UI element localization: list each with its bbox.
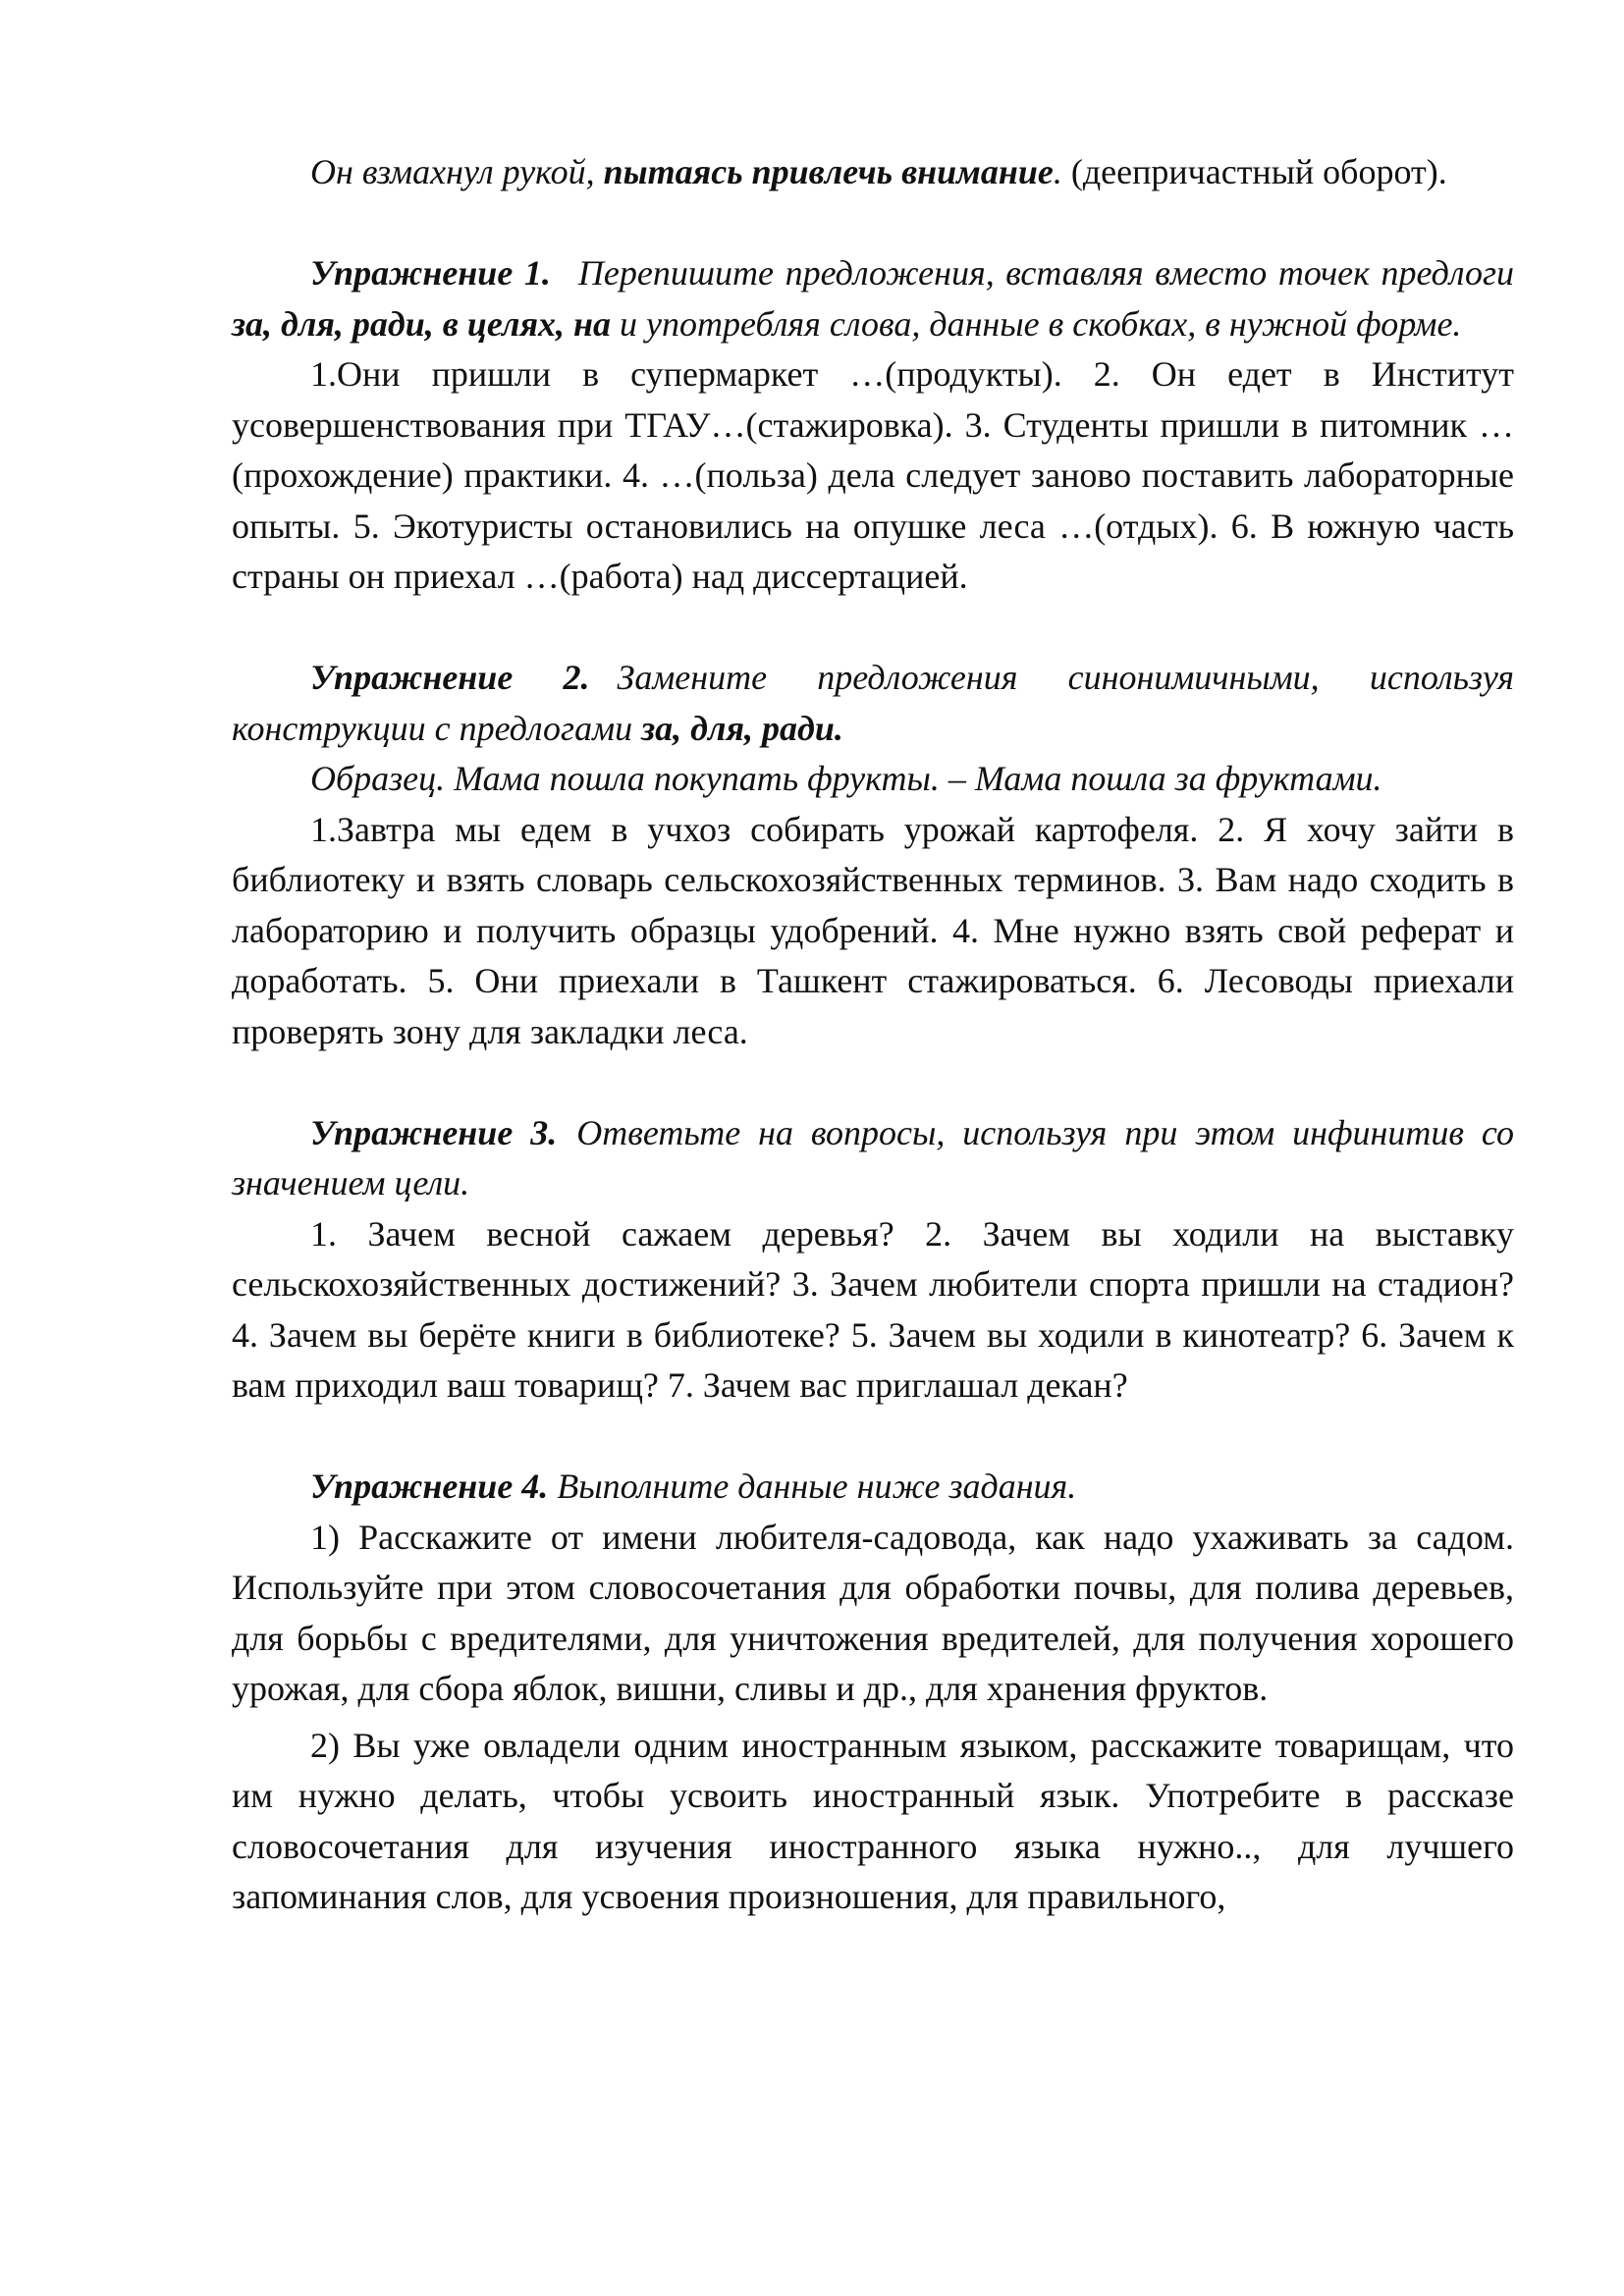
document-page — [232, 147, 1514, 1923]
exercise-2-instruction: Замените предложения синонимичными, используя конструкции с предлогами — [232, 658, 1515, 748]
exercise-1-prepositions: за, для, ради, в целях, на — [232, 303, 611, 344]
exercise-1-title: Упражнение 1. — [310, 253, 551, 293]
exercise-3-body: 1. Зачем весной сажаем деревья? 2. Зачем вы ходили на выставку сельскохозяйственных достижений? 3. Зачем любители спорта пришли на стадион? 4. Зачем вы берёте книги в библиотеке? 5. Зачем вы ходили в кинотеатр? 6. Зачем к вам приходил ваш товарищ? 7. Зачем вас приглашал декан? — [232, 1213, 1514, 1405]
intro-bold-phrase: пытаясь привлечь внимание — [603, 152, 1054, 191]
exercise-2-sample: Образец. Мама пошла покупать фрукты. – Мама пошла за фруктами. — [310, 759, 1382, 798]
exercise-3-title: Упражнение 3. — [310, 1112, 558, 1152]
exercise-1-instruction: Перепишите предложения, вставляя вместо точек предлоги — [577, 253, 1515, 293]
exercise-4-instruction: Выполните данные ниже задания. — [557, 1467, 1077, 1506]
intro-period: . — [1053, 152, 1062, 191]
exercise-3-instruction: Ответьте на вопросы, используя при этом инфинитив со значением цели. — [232, 1112, 1514, 1202]
spacer — [232, 1057, 1514, 1108]
exercise-2-title: Упражнение 2. — [310, 658, 590, 697]
exercise-1-body: 1.Они пришли в супермаркет …(продукты). 2. Он едет в Институт усовершенствования при ТГАУ…(стажировка). 3. Студенты пришли в питомник …(прохождение) практики. 4. …(польза) дела следует заново поставить лабораторные опыты. 5. Экотуристы остановились на опушке леса …(отдых). 6. В южную часть страны он приехал …(работа) над диссертацией. — [232, 354, 1514, 596]
exercise-2-heading — [232, 653, 1514, 754]
intro-note: (деепричастный оборот). — [1061, 152, 1447, 191]
exercise-1-instruction-end: и употребляя слова, данные в скобках, в нужной форме. — [611, 303, 1462, 344]
spacer — [232, 1412, 1514, 1463]
exercise-4-heading — [232, 1462, 1514, 1513]
exercise-4-title: Упражнение 4. — [310, 1467, 549, 1506]
spacer — [232, 198, 1514, 249]
exercise-2-body: 1.Завтра мы едем в учхоз собирать урожай картофеля. 2. Я хочу зайти в библиотеку и взять словарь сельскохозяйственных терминов. 3. Вам надо сходить в лабораторию и получить образцы удобрений. 4. Мне нужно взять свой реферат и доработать. 5. Они приехали в Ташкент стажироваться. 6. Лесоводы приехали проверять зону для закладки леса. — [232, 809, 1514, 1051]
exercise-1-heading — [232, 248, 1514, 349]
intro-paragraph — [232, 147, 1514, 198]
exercise-4-task-2: 2) Вы уже овладели одним иностранным языком, расскажите товарищам, что им нужно делать, чтобы усвоить иностранный язык. Употребите в рассказе словосочетания для изучения иностранного языка нужно.., для лучшего запоминания слов, для усвоения произношения, для правильного, — [232, 1725, 1514, 1916]
exercise-3-heading — [232, 1108, 1514, 1209]
exercise-2-prepositions: за, для, ради. — [641, 708, 843, 748]
exercise-4-task-1: 1) Расскажите от имени любителя-садовода, как надо ухаживать за садом. Используйте при этом словосочетания для обработки почвы, для полива деревьев, для борьбы с вредителями, для уничтожения вредителей, для получения хорошего урожая, для сбора яблок, вишни, сливы и др., для хранения фруктов. — [232, 1517, 1514, 1708]
spacer — [232, 603, 1514, 654]
intro-example-text: Он взмахнул рукой, — [310, 152, 604, 191]
